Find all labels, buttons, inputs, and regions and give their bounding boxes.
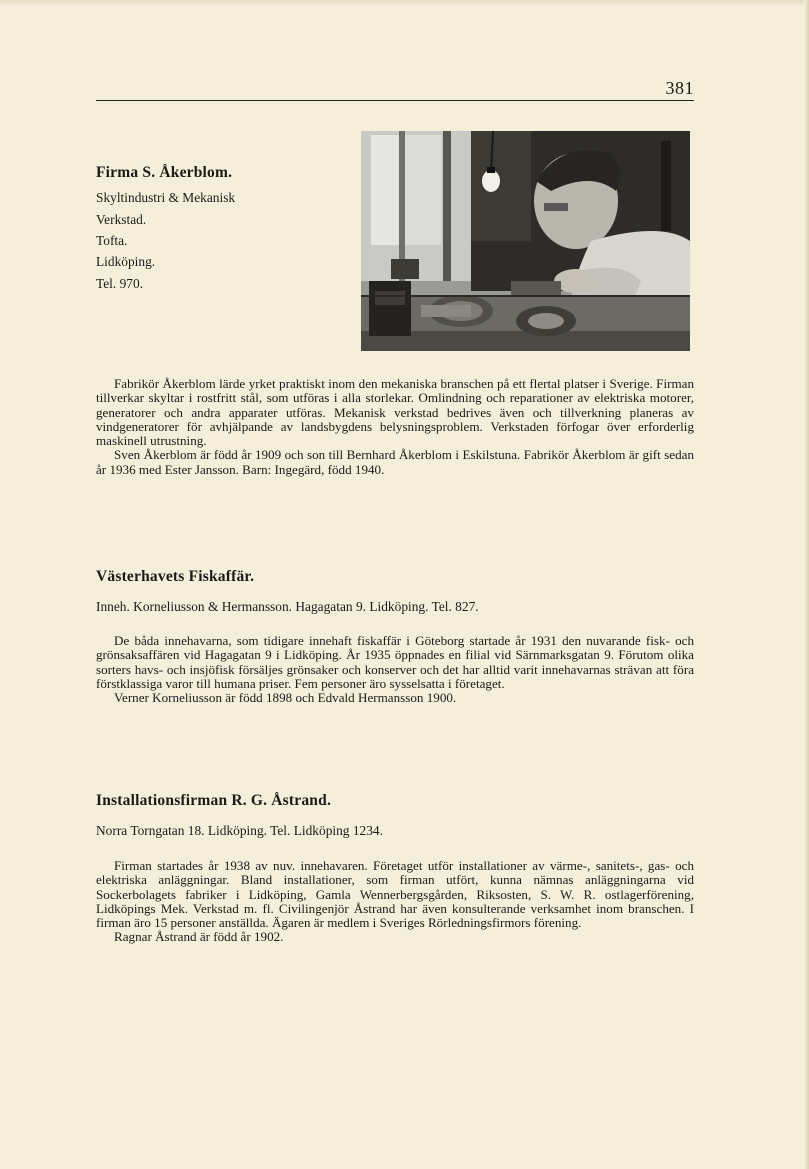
body-paragraph: Firman startades år 1938 av nuv. innehavaren. Företaget utför installationer av värme-, sanitets-, gas- och elektriska anläggningar. Bland installationer, som firman utfört, kunna nämnas anläggningarna vid Sockerbolagets fabriker i Lidköping, Gamla Wennerbergsgården, Riksosten, S. W. R. ostlagerförening, Lidköpings Mek. Verkstad m. fl. Civilingenjör Åstrand har även konsulterande verksamhet inom branschen. I firman äro 15 personer anställda. Ägaren är medlem i Sveriges Rörledningsfirmors förening. (96, 858, 694, 931)
section-body-akerblom (96, 377, 694, 477)
address-line: Tofta. (96, 233, 128, 248)
body-paragraph: Fabrikör Åkerblom lärde yrket praktiskt inom den mekaniska branschen på ett flertal platser i Sverige. Firman tillverkar skyltar i rostfritt stål, som utföras i alla storlekar. Omlindning och reparationer av elektriska motorer, generatorer och andra apparater utföras. Mekanisk verkstad bedrives även och tillverkning planeras av vindgeneratorer för avhjälpande av landsbygdens belysningsproblem. Verkstaden förfogar över erforderlig maskinell utrustning. (96, 376, 694, 449)
info-line: Inneh. Korneliusson & Hermansson. Hagagatan 9. Lidköping. Tel. 827. (96, 599, 479, 614)
header-rule (96, 100, 694, 101)
workshop-photo (361, 131, 690, 351)
address-line: Verkstad. (96, 212, 147, 227)
body-paragraph: Verner Korneliusson är född 1898 och Edvald Hermansson 1900. (114, 690, 457, 706)
page-edge-right (804, 0, 809, 1169)
address-line: Skyltindustri & Mekanisk (96, 190, 236, 205)
section-title-vasterhavets: Västerhavets Fiskaffär. (96, 568, 255, 585)
page-number: 381 (665, 78, 694, 98)
body-paragraph: Sven Åkerblom är född år 1909 och son till Bernhard Åkerblom i Eskilstuna. Fabrikör Åkerblom är gift sedan år 1936 med Ester Jansson. Barn: Ingegärd, född 1940. (96, 447, 694, 477)
info-line: Norra Torngatan 18. Lidköping. Tel. Lidköping 1234. (96, 823, 383, 838)
body-paragraph: De båda innehavarna, som tidigare innehaft fiskaffär i Göteborg startade år 1931 den nuvarande fisk- och grönsaksaffären vid Hagagatan 9 i Lidköping. År 1935 öppnades en filial vid Särnmarksgatan 9. Förutom olika sorters havs- och insjöfisk försäljes grönsaker och konserver och det har alltid varit innehavarnas strävan att föra förstklassiga varor till humana priser. Fem personer äro sysselsatta i företaget. (96, 633, 694, 691)
address-line: Tel. 970. (96, 276, 144, 291)
section-body-vasterhavets (96, 634, 694, 705)
address-line: Lidköping. (96, 254, 156, 269)
page-edge (0, 0, 809, 6)
section-title-astrand: Installationsfirman R. G. Åstrand. (96, 792, 332, 809)
body-paragraph: Ragnar Åstrand är född år 1902. (114, 929, 284, 945)
section-title-akerblom: Firma S. Åkerblom. (96, 164, 233, 181)
section-body-astrand (96, 859, 694, 945)
